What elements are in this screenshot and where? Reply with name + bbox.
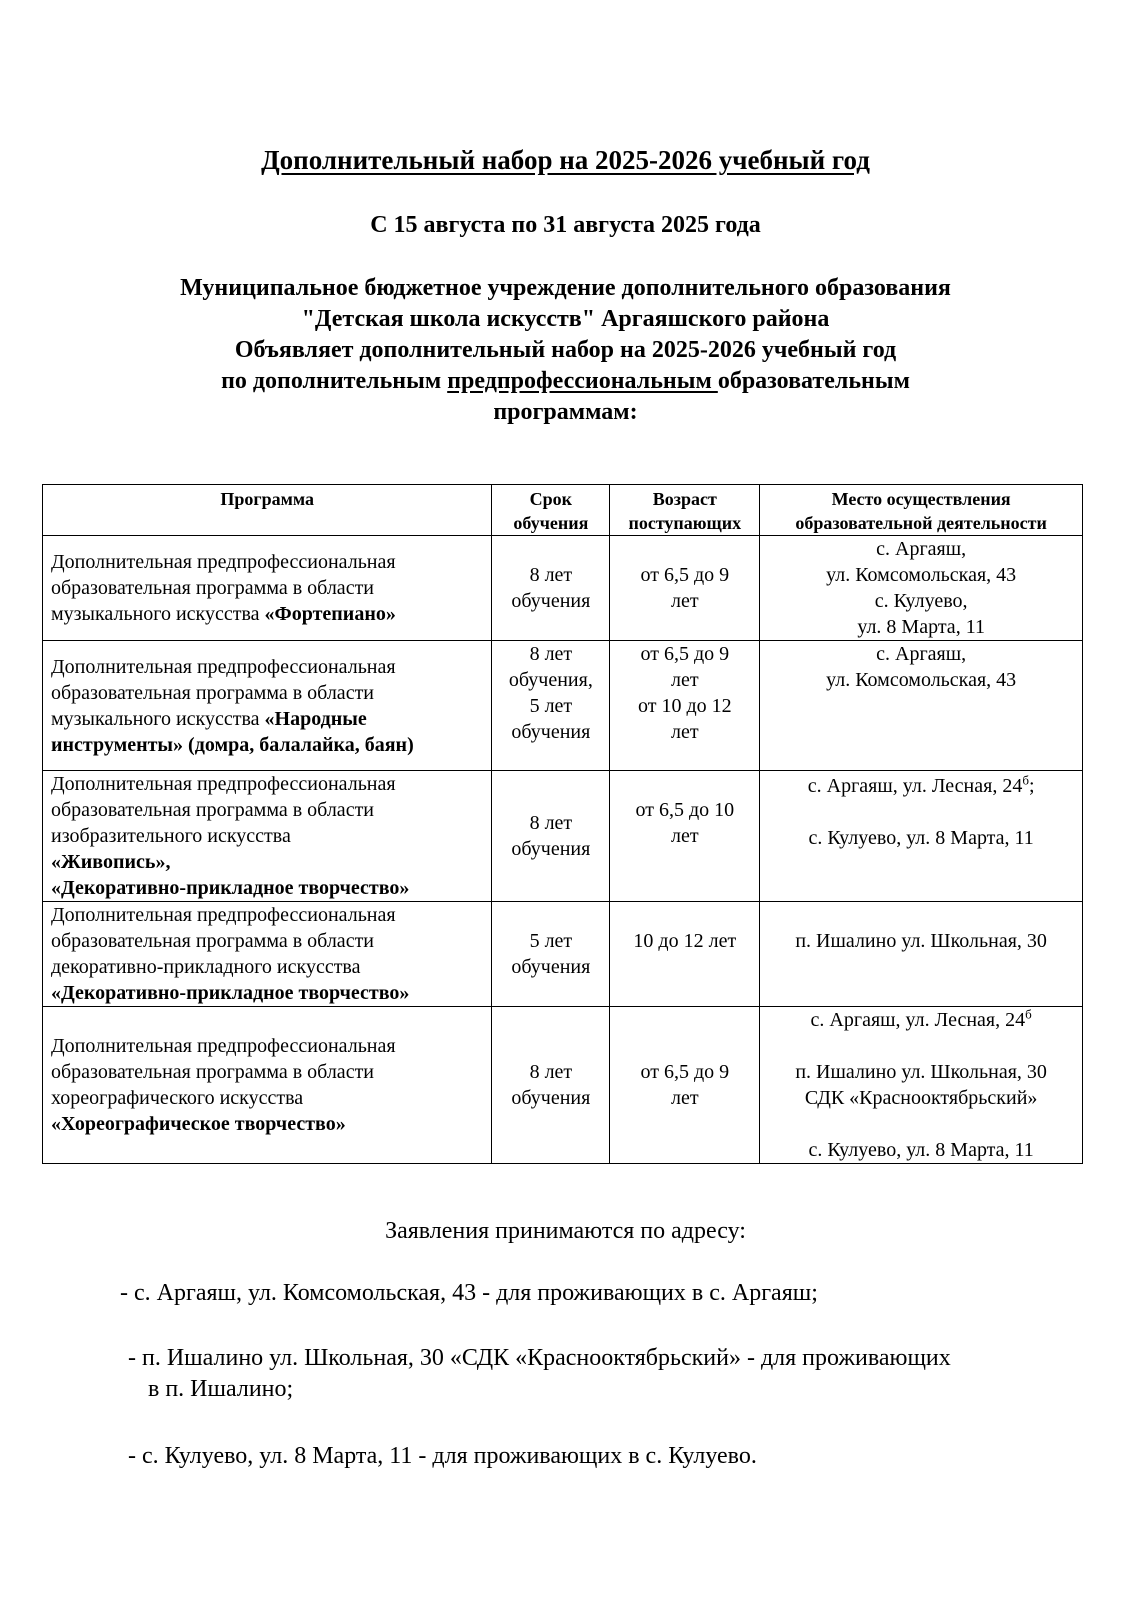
table-row bbox=[43, 771, 1083, 902]
term-cell: 8 лет обучения bbox=[492, 536, 610, 641]
table-row bbox=[43, 641, 1083, 771]
announcement-heading bbox=[0, 273, 1131, 428]
heading-line-4 bbox=[0, 366, 1131, 397]
term-cell: 5 лет обучения bbox=[492, 902, 610, 1007]
term-cell: 8 лет обучения, 5 лет обучения bbox=[492, 641, 610, 771]
term-cell: 8 лет обучения bbox=[492, 771, 610, 902]
heading-line-3: Объявляет дополнительный набор на 2025-2026 учебный год bbox=[234, 337, 897, 363]
program-cell: Дополнительная предпрофессиональная образовательная программа в области декоративно-прикладного искусства «Декоративно-прикладное творчество» bbox=[43, 902, 492, 1007]
heading-line-4-underlined: предпрофессиональным bbox=[447, 368, 718, 394]
program-cell: Дополнительная предпрофессиональная образовательная программа в области музыкального искусства «Фортепиано» bbox=[43, 536, 492, 641]
place-cell: с. Аргаяш, ул. Лесная, $24^б$; с. Кулуево, ул. 8 Марта, 11 bbox=[760, 771, 1083, 902]
heading-line-5: программам: bbox=[493, 399, 638, 425]
address-ishalino-line-1: - п. Ишалино ул. Школьная, 30 «СДК «Краснооктябрьский» - для проживающих bbox=[128, 1345, 951, 1371]
heading-line-2: "Детская школа искусств" Аргаяшского района bbox=[301, 306, 830, 332]
header-term: Срок обучения bbox=[492, 485, 610, 536]
program-cell: Дополнительная предпрофессиональная образовательная программа в области изобразительного искусства «Живопись», «Декоративно-прикладное творчество» bbox=[43, 771, 492, 902]
heading-line-4-post: образовательным bbox=[717, 368, 910, 394]
programs-table bbox=[42, 484, 1083, 1164]
heading-line-1: Муниципальное бюджетное учреждение дополнительного образования bbox=[180, 275, 951, 301]
program-cell: Дополнительная предпрофессиональная образовательная программа в области хореографического искусства «Хореографическое творчество» bbox=[43, 1007, 492, 1164]
enrollment-dates: С 15 августа по 31 августа 2025 года bbox=[370, 212, 761, 238]
header-program: Программа bbox=[43, 485, 492, 536]
page-title bbox=[0, 145, 1131, 176]
table-header-row bbox=[43, 485, 1083, 536]
place-cell: с. Аргаяш, ул. Лесная, $24^б$ п. Ишалино ул. Школьная, 30 СДК «Краснооктябрьский» с. Кулуево, ул. 8 Марта, 11 bbox=[760, 1007, 1083, 1164]
applications-title: Заявления принимаются по адресу: bbox=[385, 1218, 746, 1244]
address-argayash: - с. Аргаяш, ул. Комсомольская, 43 - для проживающих в с. Аргаяш; bbox=[120, 1280, 818, 1306]
place-cell: п. Ишалино ул. Школьная, 30 bbox=[760, 902, 1083, 1007]
header-age: Возраст поступающих bbox=[610, 485, 760, 536]
age-cell: от 6,5 до 9 лет от 10 до 12 лет bbox=[610, 641, 760, 771]
age-cell: от 6,5 до 10 лет bbox=[610, 771, 760, 902]
address-ishalino-line-2: в п. Ишалино; bbox=[148, 1376, 294, 1402]
address-kuluevo: - с. Кулуево, ул. 8 Марта, 11 - для проживающих в с. Кулуево. bbox=[128, 1443, 757, 1469]
place-cell: с. Аргаяш, ул. Комсомольская, 43 bbox=[760, 641, 1083, 771]
table-row bbox=[43, 902, 1083, 1007]
age-cell: от 6,5 до 9 лет bbox=[610, 536, 760, 641]
heading-line-4-pre: по дополнительным bbox=[221, 368, 448, 394]
address-ishalino bbox=[128, 1343, 1078, 1405]
page-title-text: Дополнительный набор на 2025-2026 учебный год bbox=[261, 145, 870, 175]
age-cell: от 6,5 до 9 лет bbox=[610, 1007, 760, 1164]
table-row bbox=[43, 1007, 1083, 1164]
term-cell: 8 лет обучения bbox=[492, 1007, 610, 1164]
program-cell: Дополнительная предпрофессиональная образовательная программа в области музыкального искусства «Народные инструменты» (домра, балалайка, баян) bbox=[43, 641, 492, 771]
age-cell: 10 до 12 лет bbox=[610, 902, 760, 1007]
place-cell: с. Аргаяш, ул. Комсомольская, 43 с. Кулуево, ул. 8 Марта, 11 bbox=[760, 536, 1083, 641]
header-place: Место осуществления образовательной деятельности bbox=[760, 485, 1083, 536]
table-row bbox=[43, 536, 1083, 641]
